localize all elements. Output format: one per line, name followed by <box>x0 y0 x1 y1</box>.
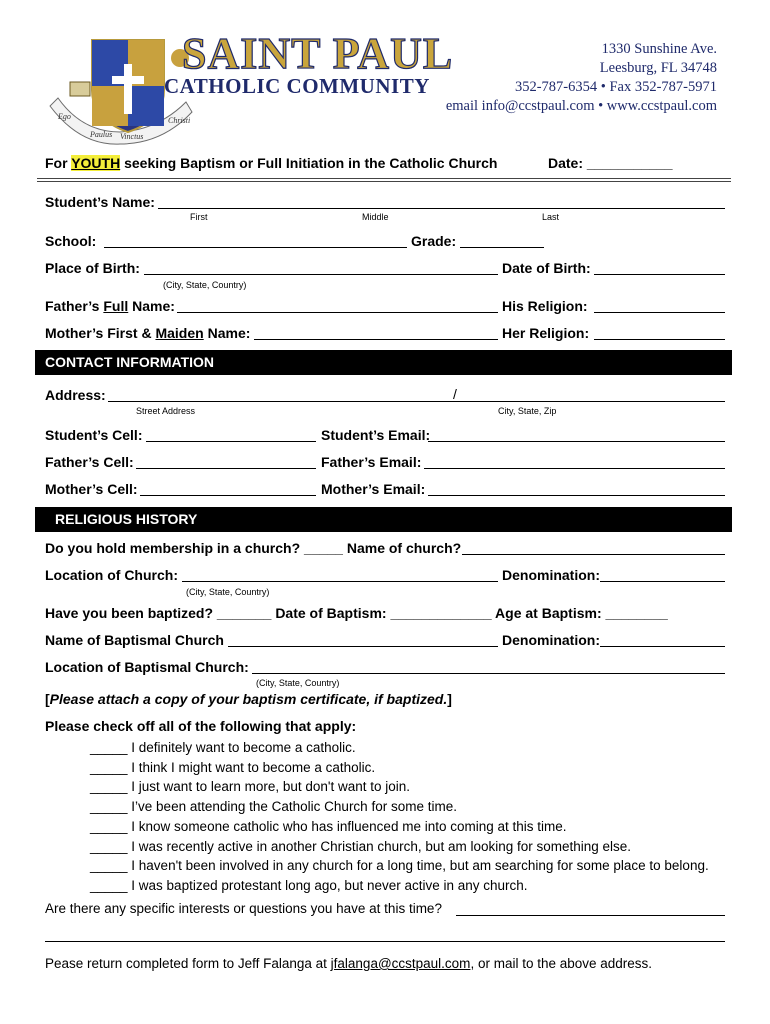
denomination-line-1[interactable] <box>600 581 725 582</box>
banner-word: Vinctus <box>120 132 144 141</box>
mother-maiden: Maiden <box>155 325 204 341</box>
her-religion-label: Her Religion: <box>502 325 590 341</box>
mother-pre: Mother’s First & <box>45 325 156 341</box>
street-address-hint: Street Address <box>136 406 196 416</box>
banner-word: Christi <box>168 116 191 125</box>
father-cell-line[interactable] <box>136 468 316 469</box>
baptized-question: Have you been baptized? _______ Date of Baptism: _____________ Age at Baptism: ________ <box>45 605 668 621</box>
checklist-option[interactable]: _____ I haven't been involved in any church for a long time, but am searching for some place to belong. <box>90 858 709 874</box>
hint-last: Last <box>542 212 560 222</box>
mother-name-line[interactable] <box>254 339 498 340</box>
father-pre: Father’s <box>45 298 104 314</box>
parish-email-web: email info@ccstpaul.com • www.ccstpaul.com <box>445 98 717 114</box>
interests-line-1[interactable] <box>456 915 725 916</box>
membership-question: Do you hold membership in a church? _____ Name of church? <box>45 540 462 556</box>
return-post: , or mail to the above address. <box>470 956 653 971</box>
student-cell-line[interactable] <box>146 441 316 442</box>
hint-first: First <box>190 212 208 222</box>
place-of-birth-line[interactable] <box>144 274 498 275</box>
address-line[interactable] <box>108 401 725 402</box>
return-email-link[interactable]: jfalanga@ccstpaul.com <box>330 956 471 971</box>
religious-section-heading <box>35 507 732 532</box>
father-email-label: Father’s Email: <box>321 454 422 470</box>
interests-question: Are there any specific interests or questions you have at this time? <box>45 901 442 916</box>
date-of-birth-label: Date of Birth: <box>502 260 591 276</box>
father-name-line[interactable] <box>177 312 498 313</box>
baptismal-location-label: Location of Baptismal Church: <box>45 659 249 675</box>
title-post: seeking Baptism or Full Initiation in the Catholic Church <box>120 155 498 171</box>
title-pre: For <box>45 155 72 171</box>
mother-email-label: Mother’s Email: <box>321 481 426 497</box>
return-pre: Pease return completed form to Jeff Falanga at <box>45 956 331 971</box>
student-email-label: Student’s Email: <box>321 427 431 443</box>
checklist-option[interactable]: _____ I know someone catholic who has influenced me into coming at this time. <box>90 818 567 834</box>
mother-cell-label: Mother’s Cell: <box>45 481 138 497</box>
place-of-birth-label: Place of Birth: <box>45 260 140 276</box>
logo-subtitle: CATHOLIC COMMUNITY <box>164 74 430 98</box>
grade-line[interactable] <box>460 247 544 248</box>
father-post: Name: <box>128 298 175 314</box>
his-religion-label: His Religion: <box>502 298 588 314</box>
parish-address-line2: Leesburg, FL 34748 <box>599 60 717 76</box>
mother-post: Name: <box>203 325 251 341</box>
checklist-option[interactable]: _____ I just want to learn more, but don't want to join. <box>90 779 411 795</box>
attach-bracket-open: [ <box>45 691 50 707</box>
father-cell-label: Father’s Cell: <box>45 454 134 470</box>
address-slash: / <box>453 386 457 402</box>
title-divider <box>37 178 731 179</box>
form-title <box>45 155 497 171</box>
attach-certificate-note <box>45 691 452 707</box>
student-cell-label: Student’s Cell: <box>45 427 143 443</box>
date-of-birth-line[interactable] <box>594 274 725 275</box>
student-email-line[interactable] <box>428 441 725 442</box>
church-location-hint: (City, State, Country) <box>186 587 270 597</box>
denomination-label-2: Denomination: <box>502 632 600 648</box>
banner-word: Ego <box>58 112 71 121</box>
logo-title: SAINT PAUL <box>182 29 454 78</box>
mother-email-line[interactable] <box>428 495 725 496</box>
banner-word: Paulus <box>90 130 113 139</box>
place-of-birth-hint: (City, State, Country) <box>163 280 247 290</box>
return-instructions <box>45 956 652 971</box>
contact-section-heading <box>35 350 732 375</box>
attach-bracket-close: ] <box>447 691 452 707</box>
baptismal-location-line[interactable] <box>252 673 725 674</box>
checklist-option[interactable]: _____ I was baptized protestant long ago, but never active in any church. <box>90 877 528 893</box>
checklist <box>90 738 709 896</box>
grade-label: Grade: <box>411 233 457 249</box>
father-email-line[interactable] <box>424 468 725 469</box>
checklist-option[interactable]: _____ I’ve been attending the Catholic Church for some time. <box>90 799 457 815</box>
school-line[interactable] <box>104 247 407 248</box>
parish-address-line1: 1330 Sunshine Ave. <box>601 41 717 57</box>
hint-middle: Middle <box>362 212 389 222</box>
denomination-line-2[interactable] <box>600 646 725 647</box>
student-name-label: Student’s Name: <box>45 194 155 210</box>
checklist-option[interactable]: _____ I was recently active in another Christian church, but am looking for something else. <box>90 838 632 854</box>
mother-name-label <box>45 325 250 341</box>
city-state-zip-hint: City, State, Zip <box>498 406 557 416</box>
religious-heading-text: RELIGIOUS HISTORY <box>55 511 198 527</box>
church-location-line[interactable] <box>182 581 498 582</box>
his-religion-line[interactable] <box>594 312 725 313</box>
father-full: Full <box>103 298 129 314</box>
attach-text: Please attach a copy of your baptism certificate, if baptized. <box>49 691 448 707</box>
checklist-option[interactable]: _____ I definitely want to become a catholic. <box>90 740 356 755</box>
interests-line-2[interactable] <box>45 941 725 942</box>
church-name-line[interactable] <box>462 554 725 555</box>
church-location-label: Location of Church: <box>45 567 178 583</box>
baptismal-church-label: Name of Baptismal Church <box>45 632 224 648</box>
date-field[interactable]: Date: ___________ <box>548 155 673 171</box>
mother-cell-line[interactable] <box>140 495 316 496</box>
baptismal-location-hint: (City, State, Country) <box>256 678 340 688</box>
parish-phone: 352-787-6354 • Fax 352-787-5971 <box>514 79 717 95</box>
parish-contact <box>446 40 717 116</box>
address-label: Address: <box>45 387 106 403</box>
logo <box>40 28 454 158</box>
denomination-label-1: Denomination: <box>502 567 600 583</box>
school-label: School: <box>45 233 97 249</box>
title-divider-2 <box>37 181 731 182</box>
checklist-title: Please check off all of the following that apply: <box>45 718 357 734</box>
contact-heading-text: CONTACT INFORMATION <box>45 354 215 370</box>
father-name-label <box>45 298 175 314</box>
her-religion-line[interactable] <box>594 339 725 340</box>
title-youth: YOUTH <box>71 155 121 171</box>
checklist-option[interactable]: _____ I think I might want to become a catholic. <box>90 759 376 775</box>
student-name-line[interactable] <box>158 208 725 209</box>
baptismal-church-line[interactable] <box>228 646 498 647</box>
